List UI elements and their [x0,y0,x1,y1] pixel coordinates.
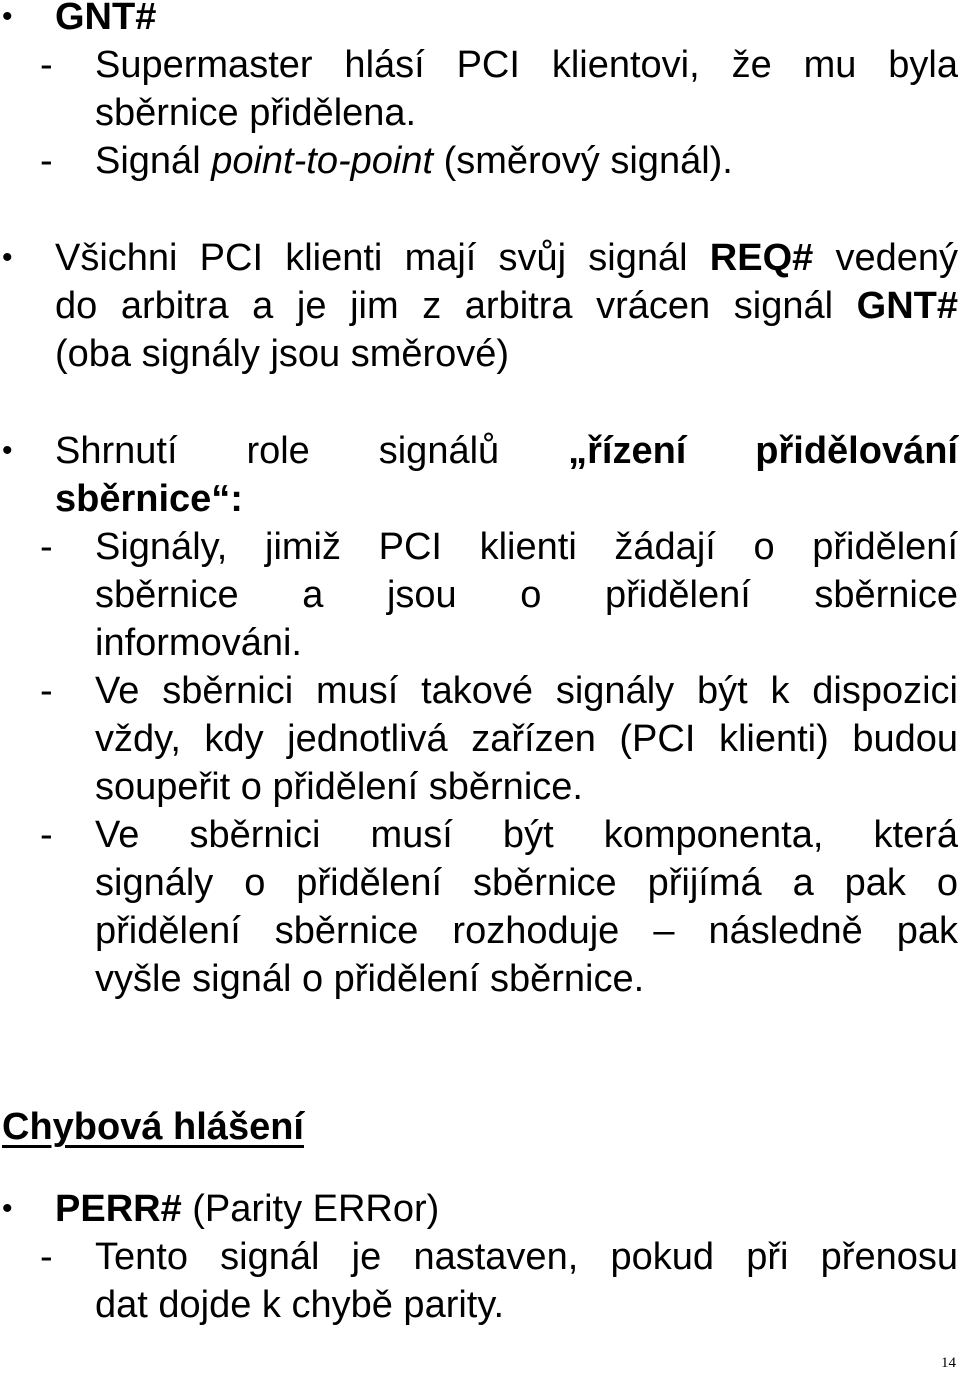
gnt-item1-line1: Supermaster hlásí PCI klientovi, že mu byla [95,44,958,86]
summary-line1: Shrnutí role signálů „řízení přidělování [55,430,958,472]
dash-icon: - [40,814,53,856]
gnt-item2: Signál point-to-point (směrový signál). [95,140,733,182]
page-number: 14 [941,1355,956,1371]
bullet-icon: • [2,241,13,274]
summary-item2-line2: vždy, kdy jednotlivá zařízen (PCI klienti) budou [95,718,958,760]
section-heading: Chybová hlášení [2,1106,304,1148]
summary-item2-line3: soupeřit o přidělení sběrnice. [95,766,583,808]
summary-item1-line2: sběrnice a jsou o přidělení sběrnice [95,574,958,616]
req-line2: do arbitra a je jim z arbitra vrácen signál GNT# [55,285,958,327]
req-line3: (oba signály jsou směrové) [55,333,510,375]
summary-item3-line4: vyšle signál o přidělení sběrnice. [95,958,645,1000]
perr-item1-line1: Tento signál je nastaven, pokud při přenosu [95,1236,958,1278]
dash-icon: - [40,670,53,712]
summary-item2-line1: Ve sběrnici musí takové signály být k dispozici [95,670,958,712]
gnt-item1-line2: sběrnice přidělena. [95,92,417,134]
bullet-icon: • [2,0,13,33]
summary-item3-line2: signály o přidělení sběrnice přijímá a pak o [95,862,958,904]
summary-item3-line3: přidělení sběrnice rozhoduje – následně pak [95,910,958,952]
summary-item1-line1: Signály, jimiž PCI klienti žádají o přidělení [95,526,958,568]
bullet-icon: • [2,434,13,467]
dash-icon: - [40,140,53,182]
dash-icon: - [40,1236,53,1278]
summary-line2: sběrnice“: [55,478,243,520]
summary-item1-line3: informováni. [95,622,302,664]
perr-item1-line2: dat dojde k chybě parity. [95,1284,505,1326]
bullet-icon: • [2,1192,13,1225]
perr-title: PERR# (Parity ERRor) [55,1188,440,1230]
gnt-title: GNT# [55,0,157,38]
req-line1: Všichni PCI klienti mají svůj signál REQ# vedený [55,237,959,279]
dash-icon: - [40,44,53,86]
summary-item3-line1: Ve sběrnici musí být komponenta, která [95,814,958,856]
dash-icon: - [40,526,53,568]
